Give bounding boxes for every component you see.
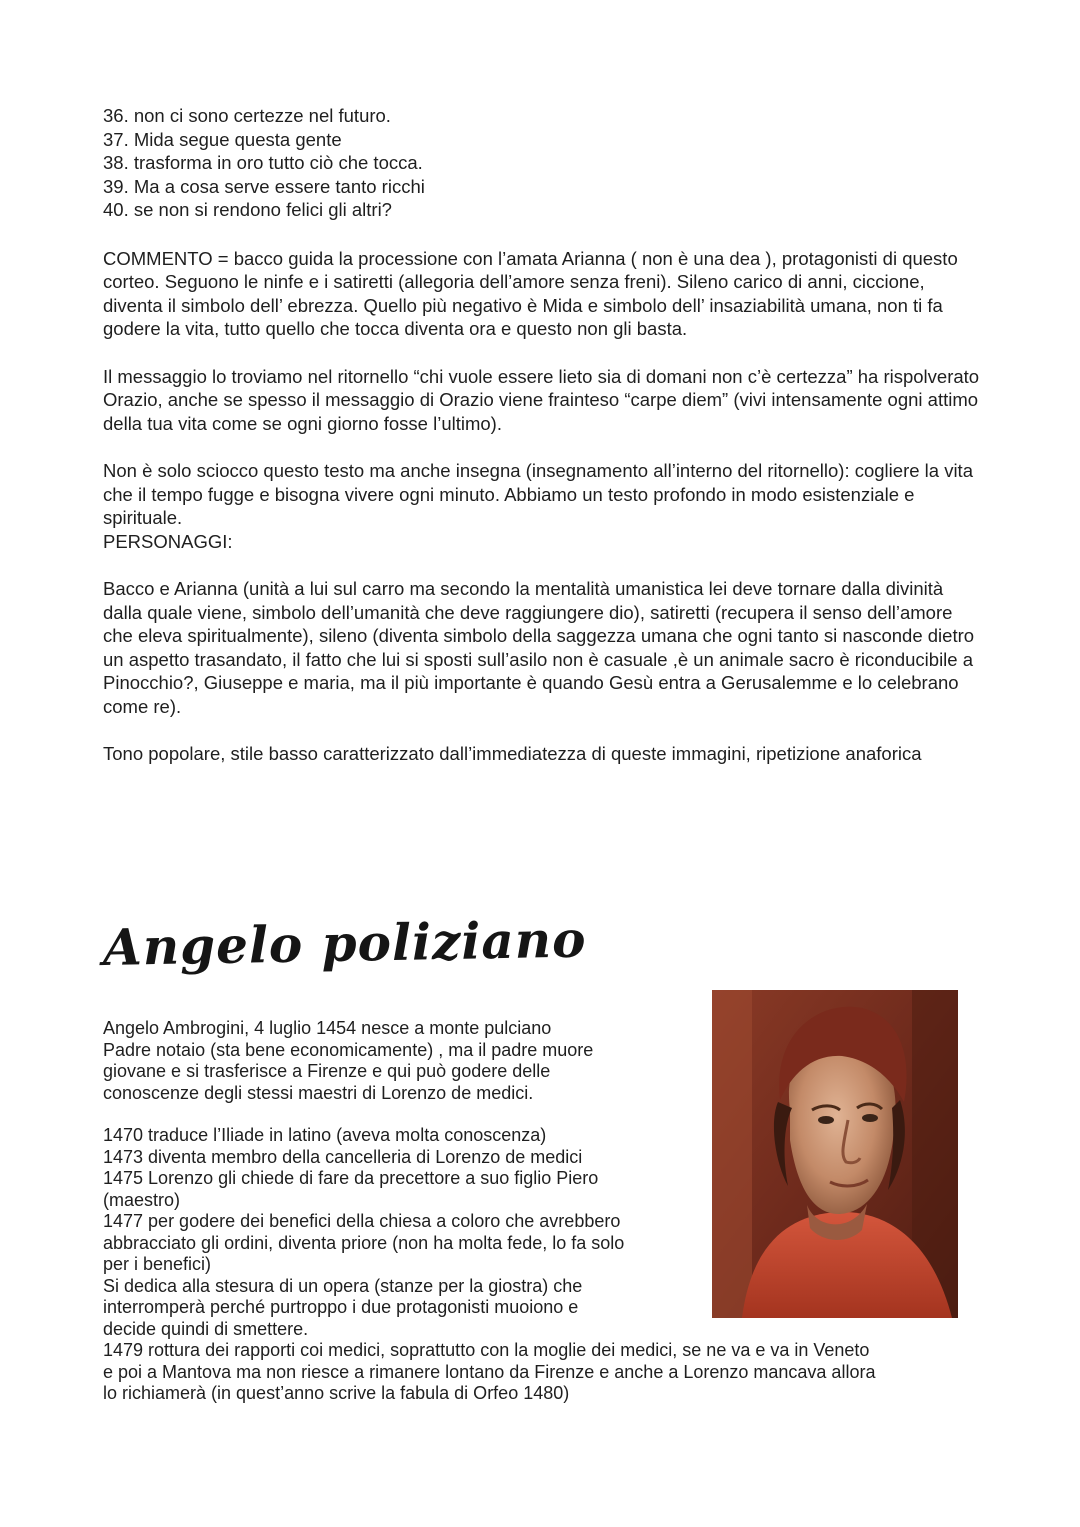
timeline-line: 1473 diventa membro della cancelleria di Lorenzo de medici bbox=[103, 1146, 583, 1167]
timeline-line: interromperà perché purtroppo i due protagonisti muoiono e bbox=[103, 1297, 579, 1317]
bio-final-block bbox=[103, 1340, 983, 1405]
timeline-line: (maestro) bbox=[103, 1189, 181, 1210]
personaggi-paragraph: Bacco e Arianna (unità a lui sul carro ma secondo la mentalità umanistica lei deve tornare dalla divinità dalla quale viene, simbolo dell’umanità che deve raggiungere dio), satiretti (recupera il senso dell’amore che eleva spiritualmente), sileno (diventa simbolo della saggezza umana che ogni tanto si nasconde dietro un aspetto trasandato, il fatto che lui si sposti sull’asilo non è casuale ,è un animale sacro è riconducibile a Pinocchio?, Giuseppe e maria, ma il più importante è quando Gesù entra a Gerusalemme e lo celebrano come re). bbox=[103, 578, 975, 717]
timeline-line: lo richiamerà (in quest’anno scrive la fabula di Orfeo 1480) bbox=[103, 1383, 570, 1403]
bio-line: Angelo Ambrogini, 4 luglio 1454 nesce a monte pulciano bbox=[103, 1018, 552, 1038]
numbered-verse-list bbox=[103, 104, 983, 222]
timeline-line: decide quindi di smettere. bbox=[103, 1318, 309, 1339]
timeline-line: Si dedica alla stesura di un opera (stanze per la giostra) che bbox=[103, 1275, 583, 1296]
timeline-line: e poi a Mantova ma non riesce a rimanere lontano da Firenze e anche a Lorenzo mancava allora bbox=[103, 1361, 876, 1382]
bio-intro-block bbox=[103, 1018, 693, 1104]
timeline-line: 1477 per godere dei benefici della chiesa a coloro che avrebbero bbox=[103, 1211, 621, 1231]
bio-line: conoscenze degli stessi maestri di Lorenzo de medici. bbox=[103, 1082, 534, 1103]
timeline-line: per i benefici) bbox=[103, 1254, 212, 1274]
bio-line: giovane e si trasferisce a Firenze e qui può godere delle bbox=[103, 1061, 551, 1081]
notes-page bbox=[103, 104, 983, 766]
commento-paragraph: COMMENTO = bacco guida la processione con l’amata Arianna ( non è una dea ), protagonisti di questo corteo. Seguono le ninfe e i satiretti (allegoria dell’amore senza freni). Sileno carico di anni, ciccione, diventa il simbolo dell’ ebrezza. Quello più negativo è Mida e simbolo dell’ insaziabilità umana, non ti fa godere la vita, tutto quello che tocca diventa ora e questo non gli basta. bbox=[103, 247, 958, 339]
verse-line: 37. Mida segue questa gente bbox=[103, 128, 342, 150]
section-title: Angelo poliziano bbox=[102, 909, 587, 977]
tono-paragraph: Tono popolare, stile basso caratterizzato dall’immediatezza di queste immagini, ripetizione anaforica bbox=[103, 743, 922, 764]
biography-section bbox=[103, 1018, 983, 1405]
bio-timeline-block bbox=[103, 1125, 693, 1340]
verse-line: 39. Ma a cosa serve essere tanto ricchi bbox=[103, 175, 425, 197]
verse-line: 40. se non si rendono felici gli altri? bbox=[103, 199, 392, 220]
verse-line: 36. non ci sono certezze nel futuro. bbox=[103, 105, 391, 126]
timeline-line: abbracciato gli ordini, diventa priore (non ha molta fede, lo fa solo bbox=[103, 1232, 625, 1253]
timeline-line: 1470 traduce l’Iliade in latino (aveva molta conoscenza) bbox=[103, 1125, 547, 1145]
verse-line: 38. trasforma in oro tutto ciò che tocca. bbox=[103, 152, 423, 173]
messaggio-paragraph: Il messaggio lo troviamo nel ritornello “chi vuole essere lieto sia di domani non c’è certezza” ha rispolverato Orazio, anche se spesso il messaggio di Orazio viene frainteso “carpe diem” (vivi intensamente ogni attimo della tua vita come se ogni giorno fosse l’ultimo). bbox=[103, 365, 980, 434]
timeline-line: 1479 rottura dei rapporti coi medici, soprattutto con la moglie dei medici, se ne va e va in Veneto bbox=[103, 1340, 870, 1360]
timeline-line: 1475 Lorenzo gli chiede di fare da precettore a suo figlio Piero bbox=[103, 1168, 599, 1188]
insegna-paragraph: Non è solo sciocco questo testo ma anche insegna (insegnamento all’interno del ritornello): cogliere la vita che il tempo fugge e bisogna vivere ogni minuto. Abbiamo un testo profondo in modo esistenziale e spirituale. bbox=[103, 460, 973, 528]
bio-line: Padre notaio (sta bene economicamente) , ma il padre muore bbox=[103, 1039, 594, 1060]
personaggi-heading: PERSONAGGI: bbox=[103, 530, 233, 552]
